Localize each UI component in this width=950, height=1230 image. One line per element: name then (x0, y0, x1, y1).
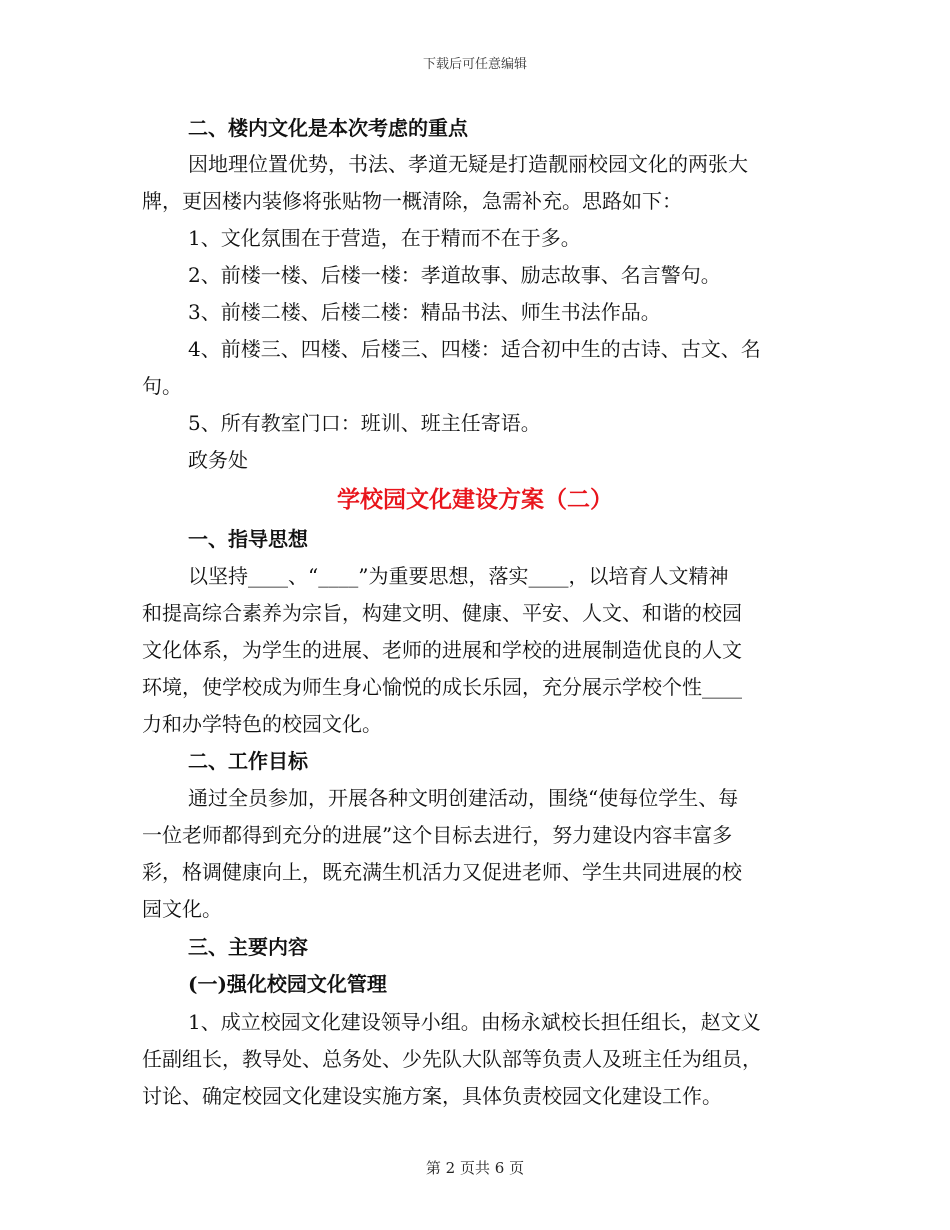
paragraph-line: 园文化。 (142, 897, 222, 921)
paragraph-line: 以坚持____、“____”为重要思想，落实____，以培育人文精神 (188, 564, 729, 588)
signature-department: 政务处 (188, 448, 248, 472)
paragraph-line: 一位老师都得到充分的进展”这个目标去进行，努力建设内容丰富多 (142, 823, 733, 847)
list-item: 2、前楼一楼、后楼一楼：孝道故事、励志故事、名言警句。 (188, 263, 721, 287)
section-heading-guiding-ideology: 一、指导思想 (188, 527, 308, 551)
paragraph-line: 句。 (142, 374, 182, 398)
section-heading-main-content: 三、主要内容 (188, 935, 308, 959)
section-heading-work-goals: 二、工作目标 (188, 749, 308, 773)
paragraph-line: 通过全员参加，开展各种文明创建活动，围绕“使每位学生、每 (188, 786, 739, 810)
list-item: 3、前楼二楼、后楼二楼：精品书法、师生书法作品。 (188, 300, 661, 324)
document-title: 学校园文化建设方案（二） (337, 486, 613, 513)
page-header: 下载后可任意编辑 (422, 57, 527, 72)
paragraph-line: 讨论、确定校园文化建设实施方案，具体负责校园文化建设工作。 (142, 1084, 722, 1108)
paragraph-line: 彩，格调健康向上，既充满生机活力又促进老师、学生共同进展的校 (142, 860, 742, 884)
list-item: 1、文化氛围在于营造，在于精而不在于多。 (188, 226, 581, 250)
section-heading-building-culture: 二、楼内文化是本次考虑的重点 (188, 116, 468, 140)
paragraph-line: 和提高综合素养为宗旨，构建文明、健康、平安、人文、和谐的校园 (142, 601, 742, 625)
paragraph-line: 1、成立校园文化建设领导小组。由杨永斌校长担任组长，赵文义 (188, 1010, 761, 1034)
paragraph-line: 因地理位置优势，书法、孝道无疑是打造靓丽校园文化的两张大 (188, 152, 748, 176)
subsection-heading: (一)强化校园文化管理 (188, 972, 387, 996)
paragraph-line: 环境，使学校成为师生身心愉悦的成长乐园，充分展示学校个性____ (142, 675, 742, 699)
paragraph-line: 牌，更因楼内装修将张贴物一概清除，急需补充。思路如下： (142, 189, 682, 213)
list-item: 5、所有教室门口：班训、班主任寄语。 (188, 411, 541, 435)
paragraph-line: 力和办学特色的校园文化。 (142, 712, 382, 736)
page-footer: 第 2 页共 6 页 (425, 1159, 525, 1177)
list-item: 4、前楼三、四楼、后楼三、四楼：适合初中生的古诗、古文、名 (188, 337, 761, 361)
paragraph-line: 任副组长，教导处、总务处、少先队大队部等负责人及班主任为组员， (142, 1047, 762, 1071)
paragraph-line: 文化体系，为学生的进展、老师的进展和学校的进展制造优良的人文 (142, 638, 742, 662)
